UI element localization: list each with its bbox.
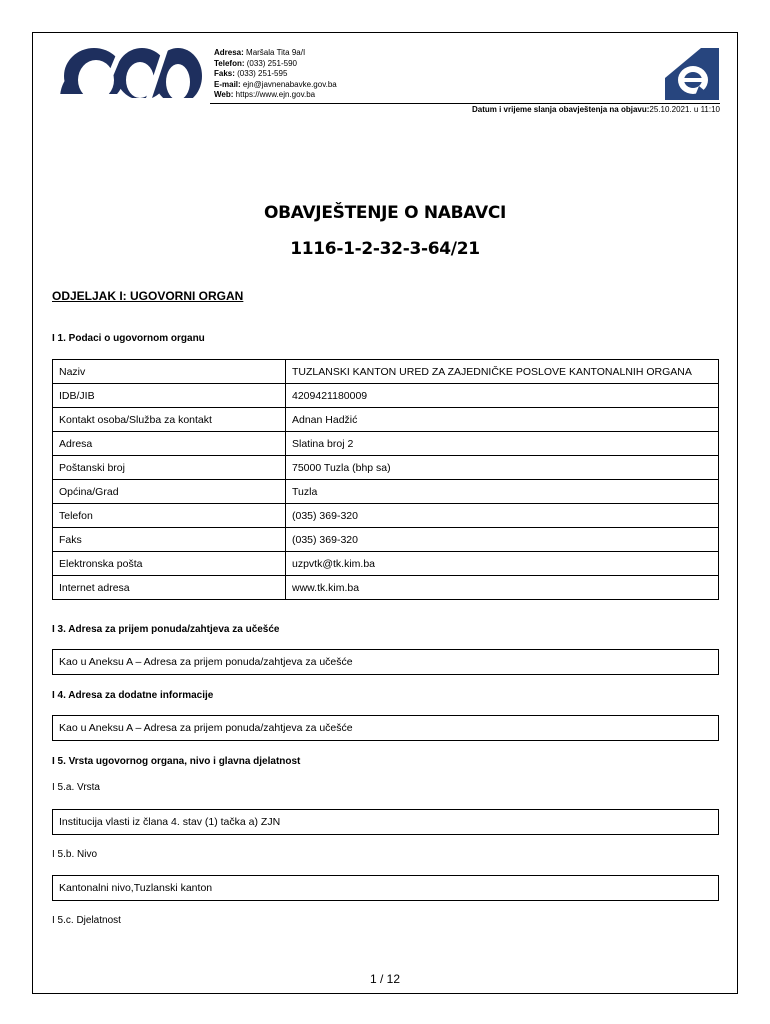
header-divider [210,103,720,104]
table-value: www.tk.kim.ba [286,576,719,600]
table-value: uzpvtk@tk.kim.ba [286,552,719,576]
ajn-logo-icon [58,46,202,98]
table-row [53,384,719,408]
table-row [53,528,719,552]
i3-value-box: Kao u Aneksu A – Adresa za prijem ponuda/zahtjeva za učešće [52,649,719,675]
table-key: IDB/JIB [53,384,286,408]
subsection-i3: I 3. Adresa za prijem ponuda/zahtjeva za učešće [52,624,280,635]
table-key: Elektronska pošta [53,552,286,576]
i5b-value-box: Kantonalni nivo,Tuzlanski kanton [52,875,719,901]
sent-datetime: Datum i vrijeme slanja obavještenja na objavu:25.10.2021. u 11:10 [472,105,720,114]
table-row [53,504,719,528]
authority-info-table [52,359,719,600]
table-row [53,456,719,480]
page-number: 1 / 12 [369,972,401,986]
e-logo-icon [665,48,719,100]
document-title: OBAVJEŠTENJE O NABAVCI [263,203,507,223]
table-key: Telefon [53,504,286,528]
table-key: Kontakt osoba/Služba za kontakt [53,408,286,432]
subsection-i1: I 1. Podaci o ugovornom organu [52,333,205,344]
table-value: Adnan Hadžić [286,408,719,432]
subsection-i5c: I 5.c. Djelatnost [52,915,121,926]
table-row [53,432,719,456]
subsection-i4: I 4. Adresa za dodatne informacije [52,690,214,701]
table-row [53,408,719,432]
section-heading: ODJELJAK I: UGOVORNI ORGAN [52,289,244,303]
table-value: TUZLANSKI KANTON URED ZA ZAJEDNIČKE POSLOVE KANTONALNIH ORGANA [286,360,719,384]
subsection-i5b: I 5.b. Nivo [52,849,98,860]
table-key: Internet adresa [53,576,286,600]
table-key: Općina/Grad [53,480,286,504]
table-value: Slatina broj 2 [286,432,719,456]
table-value: 4209421180009 [286,384,719,408]
table-value: Tuzla [286,480,719,504]
table-row [53,360,719,384]
table-key: Adresa [53,432,286,456]
table-value: (035) 369-320 [286,504,719,528]
table-row [53,576,719,600]
i5a-value-box: Institucija vlasti iz člana 4. stav (1) tačka a) ZJN [52,809,719,835]
table-row [53,480,719,504]
i4-value-box: Kao u Aneksu A – Adresa za prijem ponuda/zahtjeva za učešće [52,715,719,741]
table-key: Poštanski broj [53,456,286,480]
table-row [53,552,719,576]
subsection-i5a: I 5.a. Vrsta [52,782,100,793]
table-key: Faks [53,528,286,552]
document-number: 1116-1-2-32-3-64/21 [290,239,480,259]
contact-block: Adresa: Maršala Tita 9a/I Telefon: (033) 251-590 Faks: (033) 251-595 E-mail: ejn@javnenabavke.gov.ba Web: https://www.ejn.gov.ba [214,48,337,99]
table-key: Naziv [53,360,286,384]
subsection-i5: I 5. Vrsta ugovornog organa, nivo i glavna djelatnost [52,756,301,767]
table-value: 75000 Tuzla (bhp sa) [286,456,719,480]
table-value: (035) 369-320 [286,528,719,552]
